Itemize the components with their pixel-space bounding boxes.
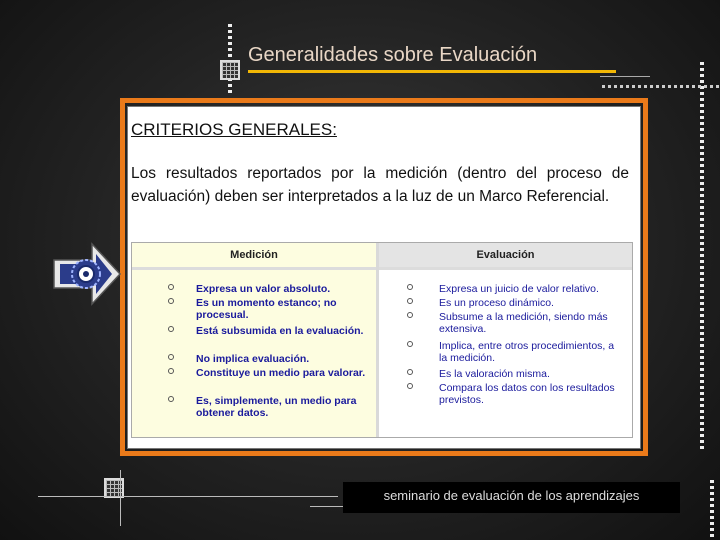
grid-box-icon — [220, 60, 240, 80]
bullet-icon — [407, 312, 413, 318]
bullet-icon — [168, 284, 174, 290]
table-column-evaluacion: Evaluación Expresa un juicio de valor relativo. Es un proceso dinámico. Subsume a la medición, siendo más extensiva. Implica, entre otros procedimientos, a la medición. Es la valoración misma. Compara los datos con los resultados previstos. — [379, 243, 632, 437]
bullet-icon — [168, 368, 174, 374]
footer-text: seminario de evaluación de los aprendizajes — [383, 488, 640, 503]
column-header: Evaluación — [379, 243, 632, 270]
arrow-target-icon — [52, 242, 122, 306]
comparison-table — [131, 242, 633, 438]
title-underline-extension — [600, 76, 650, 77]
bullet-icon — [168, 298, 174, 304]
dotted-line-decoration — [700, 62, 704, 452]
bullet-icon — [407, 298, 413, 304]
column-header: Medición — [132, 243, 376, 270]
title-underline — [248, 70, 616, 73]
dotted-line-decoration — [602, 85, 720, 88]
divider-line — [310, 506, 344, 507]
divider-line — [38, 496, 338, 497]
divider-line — [120, 470, 121, 526]
bullet-icon — [168, 354, 174, 360]
grid-box-icon — [104, 478, 124, 498]
bullet-icon — [168, 326, 174, 332]
bullet-icon — [407, 284, 413, 290]
bullet-icon — [168, 396, 174, 402]
slide-title: Generalidades sobre Evaluación — [248, 44, 538, 66]
table-column-medicion: Medición Expresa un valor absoluto. Es un momento estanco; no procesual. Está subsumida en la evaluación. No implica evaluación. Constituye un medio para valorar. Es, simplemente, un medio para obtener datos. — [132, 243, 379, 437]
dotted-line-decoration — [228, 24, 232, 94]
body-paragraph: Los resultados reportados por la medición (dentro del proceso de evaluación) deben ser interpretados a la luz de un Marco Referencial. — [131, 165, 629, 205]
bullet-icon — [407, 383, 413, 389]
bullet-icon — [407, 369, 413, 375]
dotted-line-decoration — [710, 480, 714, 538]
bullet-icon — [407, 341, 413, 347]
section-heading: CRITERIOS GENERALES: — [131, 120, 337, 139]
